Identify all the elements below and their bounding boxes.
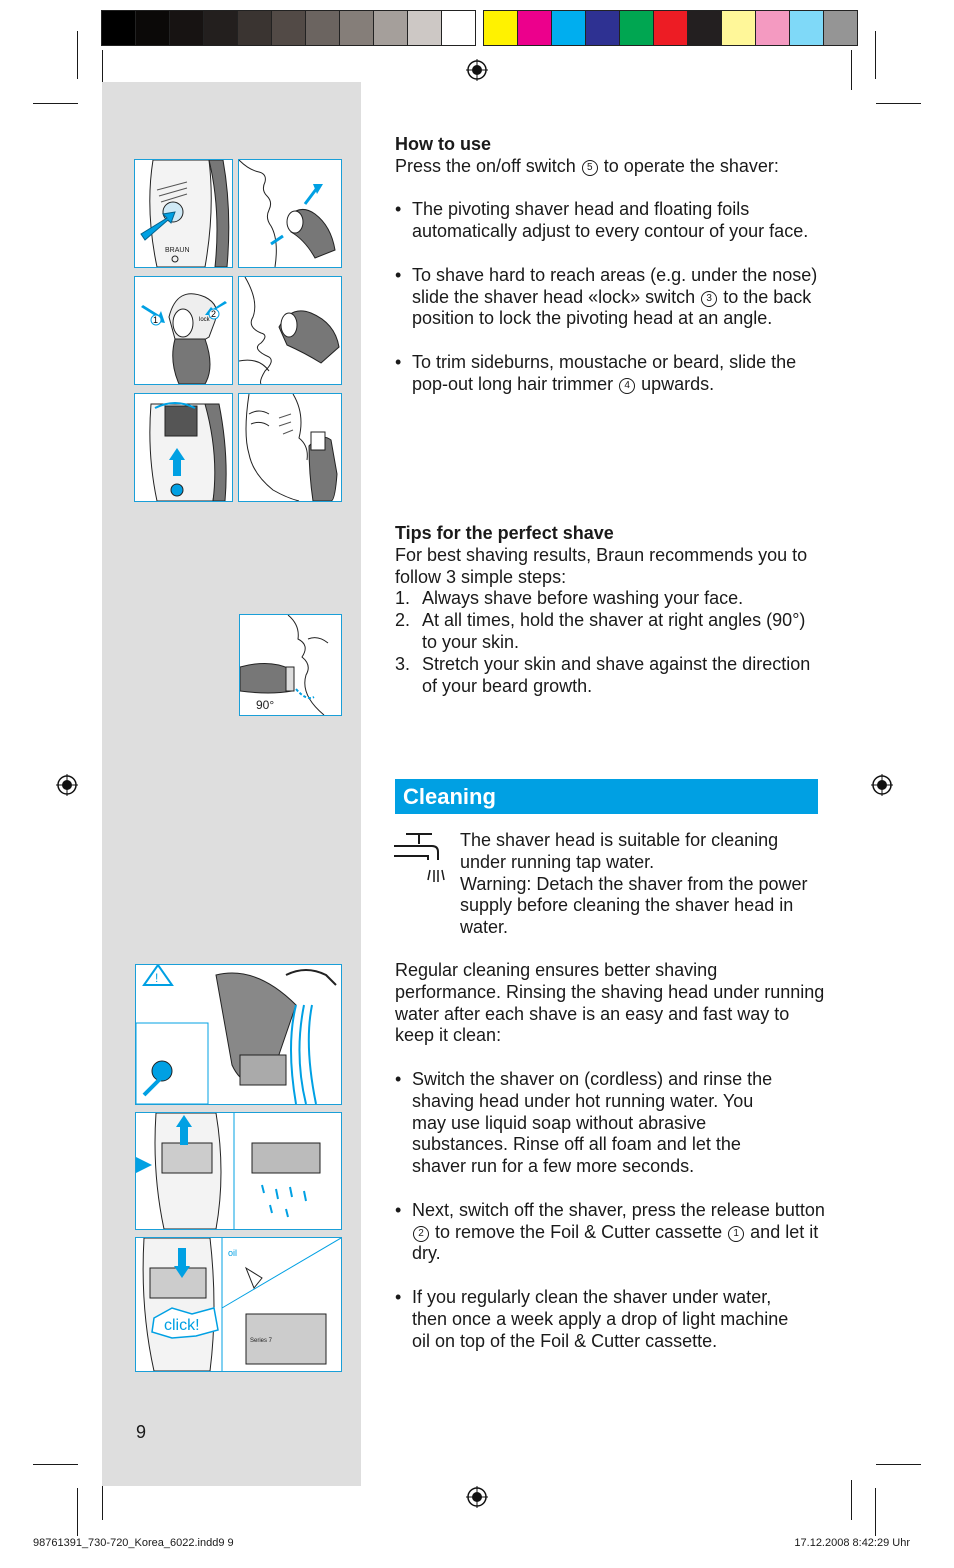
registration-mark-left	[56, 774, 78, 796]
tap-water-icon	[394, 830, 446, 886]
figure-release-cassette	[135, 1112, 342, 1230]
svg-text:Series 7: Series 7	[250, 1338, 273, 1344]
svg-text:!: !	[155, 971, 159, 985]
color-swatch	[721, 10, 756, 46]
cleaning-warning: Warning: Detach the shaver from the power supply before cleaning the shaver head in water.	[460, 873, 808, 938]
color-swatch	[687, 10, 722, 46]
tips-step: 3. Stretch your skin and shave against the direction of your beard growth.	[395, 653, 811, 696]
cleaning-heading: Cleaning	[395, 779, 818, 814]
grey-swatch	[407, 10, 442, 46]
cleaning-regular: Regular cleaning ensures better shaving performance. Rinsing the shaving head under running water after each shave is an easy and fast way to keep it clean:	[395, 960, 825, 1046]
svg-text:lock: lock	[199, 317, 210, 323]
color-swatch	[483, 10, 518, 46]
grey-color-bar	[101, 10, 475, 46]
color-swatch	[653, 10, 688, 46]
svg-text:1: 1	[153, 315, 159, 325]
color-swatch	[551, 10, 586, 46]
svg-text:oil: oil	[228, 1248, 238, 1258]
svg-text:90°: 90°	[256, 698, 275, 712]
grey-swatch	[305, 10, 340, 46]
how-to-use-bullet-lock: • To shave hard to reach areas (e.g. under the nose) slide the shaver head «lock» switch 3 to the back position to lock the pivoting head at an angle.	[395, 265, 825, 330]
svg-text:BRAUN: BRAUN	[165, 247, 190, 254]
tips-intro: For best shaving results, Braun recommends you to follow 3 simple steps:	[395, 544, 808, 587]
figure-90-degrees	[239, 614, 342, 716]
registration-mark-top	[466, 59, 488, 81]
figure-sideburns	[238, 393, 342, 502]
grey-swatch	[169, 10, 204, 46]
grey-swatch	[101, 10, 136, 46]
cleaning-bullet-oil: • If you regularly clean the shaver under water, then once a week apply a drop of light machine oil on top of the Foil & Cutter cassette.	[395, 1287, 792, 1352]
figure-oil-click	[135, 1237, 342, 1372]
color-swatch	[619, 10, 654, 46]
registration-mark-right	[871, 774, 893, 796]
how-to-use-bullet-pivoting: • The pivoting shaver head and floating foils automatically adjust to every contour of your face.	[395, 199, 825, 243]
tips-section	[395, 523, 825, 697]
grey-swatch	[271, 10, 306, 46]
grey-swatch	[203, 10, 238, 46]
grey-swatch	[441, 10, 476, 46]
registration-mark-bottom	[466, 1486, 488, 1508]
grey-swatch	[237, 10, 272, 46]
cleaning-bullet-release: • Next, switch off the shaver, press the release button 2 to remove the Foil & Cutter cassette 1 and let it dry.	[395, 1200, 825, 1265]
color-swatch	[517, 10, 552, 46]
how-to-use-bullet-trimmer: • To trim sideburns, moustache or beard, slide the pop-out long hair trimmer 4 upwards.	[395, 352, 825, 396]
footer-filename: 98761391_730-720_Korea_6022.indd9 9	[33, 1537, 234, 1549]
how-to-use-section	[395, 134, 825, 396]
cleaning-bullet-rinse: • Switch the shaver on (cordless) and rinse the shaving head under hot running water. You may use liquid soap without abrasive substances. Rinse off all foam and let the shaver run for a few more seconds.	[395, 1069, 782, 1178]
color-swatch	[789, 10, 824, 46]
tips-step: 2. At all times, hold the shaver at right angles (90°) to your skin.	[395, 610, 806, 652]
tips-heading: Tips for the perfect shave	[395, 523, 614, 543]
cleaning-tap-text: The shaver head is suitable for cleaning under running tap water.	[460, 830, 779, 872]
cleaning-tap-section	[460, 830, 825, 939]
how-to-use-heading: How to use	[395, 134, 492, 154]
svg-text:2: 2	[211, 309, 217, 319]
figure-under-nose	[238, 276, 342, 385]
how-to-use-intro: Press the on/off switch 5 to operate the shaver:	[395, 155, 779, 176]
figure-lock-switch	[134, 276, 233, 385]
color-swatch	[823, 10, 858, 46]
figure-pivoting-head	[238, 159, 342, 268]
figure-trimmer-up	[134, 393, 233, 502]
figure-press-switch	[134, 159, 233, 268]
grey-swatch	[135, 10, 170, 46]
color-swatch	[585, 10, 620, 46]
svg-text:click!: click!	[164, 1317, 200, 1334]
grey-swatch	[339, 10, 374, 46]
page-number: 9	[136, 1422, 147, 1442]
color-swatch	[755, 10, 790, 46]
color-bar	[483, 10, 857, 46]
tips-step: 1. Always shave before washing your face.	[395, 588, 744, 609]
cleaning-section	[395, 960, 825, 1352]
grey-swatch	[373, 10, 408, 46]
figure-rinse-tap	[135, 964, 342, 1105]
footer-date: 17.12.2008 8:42:29 Uhr	[794, 1537, 910, 1549]
